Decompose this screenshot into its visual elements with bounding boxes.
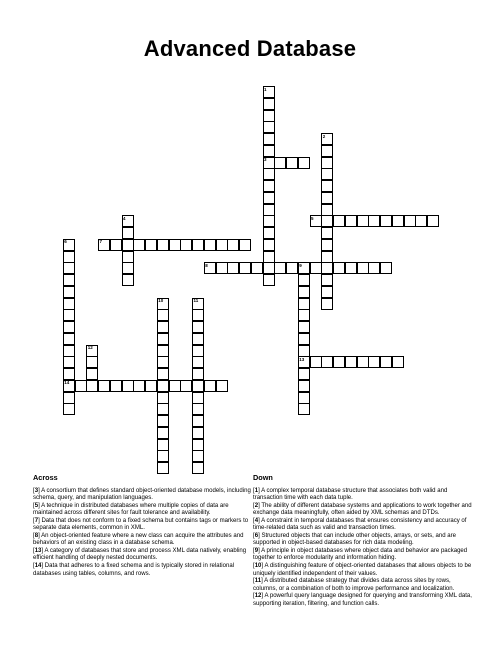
grid-cell[interactable] (63, 380, 75, 392)
grid-cell[interactable] (263, 192, 275, 204)
grid-cell[interactable] (122, 227, 134, 239)
clue-number: 7 (99, 239, 103, 245)
grid-cell[interactable] (122, 215, 134, 227)
grid-cell[interactable] (345, 356, 357, 368)
grid-cell[interactable] (192, 427, 204, 439)
grid-cell[interactable] (263, 98, 275, 110)
grid-cell[interactable] (380, 356, 392, 368)
across-clue: [3] A consortium that defines standard object-oriented database models, including schema, query, and manipulation languages. (33, 487, 251, 502)
grid-cell[interactable] (75, 380, 87, 392)
grid-cell[interactable] (380, 262, 392, 274)
grid-cell[interactable] (263, 274, 275, 286)
grid-cell[interactable] (157, 450, 169, 462)
across-clue: [13] A category of databases that store and process XML data natively, enabling efficient handling of deeply nested documents. (33, 547, 247, 562)
grid-cell[interactable] (63, 321, 75, 333)
grid-cell[interactable] (63, 333, 75, 345)
grid-cell[interactable] (86, 356, 98, 368)
grid-cell[interactable] (263, 239, 275, 251)
down-clue: [1] A complex temporal database structure that associates both valid and transaction time with each data tuple. (253, 487, 448, 502)
grid-cell[interactable] (239, 262, 251, 274)
grid-cell[interactable] (122, 380, 134, 392)
grid-cell[interactable] (357, 215, 369, 227)
grid-cell[interactable] (298, 309, 310, 321)
grid-cell[interactable] (122, 251, 134, 263)
grid-cell[interactable] (345, 215, 357, 227)
grid-cell[interactable] (122, 239, 134, 251)
grid-cell[interactable] (380, 215, 392, 227)
grid-cell[interactable] (86, 345, 98, 357)
grid-cell[interactable] (204, 380, 216, 392)
grid-cell[interactable] (298, 392, 310, 404)
down-clue: [9] A principle in object databases where object data and behavior are packaged together to enforce modularity and information hiding. (253, 547, 468, 562)
grid-cell[interactable] (368, 356, 380, 368)
clue-number: 5 (311, 215, 314, 221)
grid-cell[interactable] (415, 215, 427, 227)
grid-cell[interactable] (192, 309, 204, 321)
grid-cell[interactable] (192, 356, 204, 368)
grid-cell[interactable] (216, 380, 228, 392)
grid-cell[interactable] (133, 380, 145, 392)
across-clue: [5] A technique in distributed databases where multiple copies of data are maintained across different sites for fault tolerance and availability. (33, 502, 229, 517)
grid-cell[interactable] (63, 356, 75, 368)
grid-cell[interactable] (157, 392, 169, 404)
grid-cell[interactable] (321, 215, 333, 227)
grid-cell[interactable] (321, 227, 333, 239)
grid-cell[interactable] (368, 262, 380, 274)
grid-cell[interactable] (110, 380, 122, 392)
grid-cell[interactable] (216, 262, 228, 274)
down-clue: [12] A powerful query language designed for querying and transforming XML data, supporting iteration, filtering, and function calls. (253, 593, 472, 607)
grid-cell[interactable] (63, 309, 75, 321)
grid-cell[interactable] (63, 403, 75, 415)
grid-cell[interactable] (321, 133, 333, 145)
grid-cell[interactable] (157, 321, 169, 333)
grid-cell[interactable] (321, 262, 333, 274)
grid-cell[interactable] (216, 239, 228, 251)
grid-cell[interactable] (274, 157, 286, 169)
grid-cell[interactable] (63, 286, 75, 298)
grid-cell[interactable] (192, 333, 204, 345)
grid-cell[interactable] (263, 262, 275, 274)
clue-number: 12 (87, 345, 93, 350)
grid-cell[interactable] (263, 180, 275, 192)
grid-cell[interactable] (157, 309, 169, 321)
down-clue: [2] The ability of different database systems and applications to work together and exchange data meaningfully, often aided by XML schemas and DTDs. (253, 502, 472, 517)
grid-cell[interactable] (63, 262, 75, 274)
grid-cell[interactable] (192, 321, 204, 333)
grid-cell[interactable] (145, 380, 157, 392)
grid-cell[interactable] (263, 121, 275, 133)
grid-cell[interactable] (157, 368, 169, 380)
grid-cell[interactable] (321, 157, 333, 169)
grid-cell[interactable] (180, 380, 192, 392)
grid-cell[interactable] (263, 251, 275, 263)
grid-cell[interactable] (321, 204, 333, 216)
grid-cell[interactable] (86, 368, 98, 380)
grid-cell[interactable] (63, 239, 75, 251)
grid-cell[interactable] (321, 356, 333, 368)
grid-cell[interactable] (157, 298, 169, 310)
grid-cell[interactable] (157, 239, 169, 251)
clue-number: 3 (264, 157, 267, 162)
grid-cell[interactable] (321, 180, 333, 192)
grid-cell[interactable] (321, 298, 333, 310)
grid-cell[interactable] (263, 204, 275, 216)
grid-cell[interactable] (298, 157, 310, 169)
grid-cell[interactable] (251, 262, 263, 274)
grid-cell[interactable] (321, 274, 333, 286)
grid-cell[interactable] (298, 368, 310, 380)
clue-number: 14 (64, 380, 70, 386)
grid-cell[interactable] (392, 356, 404, 368)
grid-cell[interactable] (157, 345, 169, 357)
grid-cell[interactable] (321, 192, 333, 204)
grid-cell[interactable] (157, 380, 169, 392)
grid-cell[interactable] (286, 157, 298, 169)
grid-cell[interactable] (192, 439, 204, 451)
grid-cell[interactable] (298, 274, 310, 286)
across-heading: Across (33, 473, 58, 482)
grid-cell[interactable] (321, 168, 333, 180)
grid-cell[interactable] (321, 145, 333, 157)
grid-cell[interactable] (63, 368, 75, 380)
grid-cell[interactable] (63, 274, 75, 286)
grid-cell[interactable] (122, 262, 134, 274)
grid-cell[interactable] (298, 286, 310, 298)
grid-cell[interactable] (263, 86, 275, 98)
across-clue: [14] Data that adheres to a fixed schema and is typically stored in relational databases using tables, columns, and rows. (33, 563, 235, 577)
clue-number: 4 (123, 215, 126, 221)
grid-cell[interactable] (157, 427, 169, 439)
grid-cell[interactable] (286, 262, 298, 274)
grid-cell[interactable] (263, 168, 275, 180)
grid-cell[interactable] (169, 239, 181, 251)
grid-cell[interactable] (357, 356, 369, 368)
grid-cell[interactable] (98, 239, 110, 251)
grid-cell[interactable] (357, 262, 369, 274)
clue-number: 13 (299, 356, 305, 362)
grid-cell[interactable] (63, 345, 75, 357)
grid-cell[interactable] (192, 345, 204, 357)
grid-cell[interactable] (274, 262, 286, 274)
grid-cell[interactable] (157, 333, 169, 345)
grid-cell[interactable] (145, 239, 157, 251)
grid-cell[interactable] (404, 215, 416, 227)
grid-cell[interactable] (63, 251, 75, 263)
grid-cell[interactable] (310, 356, 322, 368)
down-clue: [4] A constraint in temporal databases that ensures consistency and accuracy of time-related data such as valid and transaction times. (253, 517, 467, 532)
grid-cell[interactable] (133, 239, 145, 251)
grid-cell[interactable] (298, 262, 310, 274)
grid-cell[interactable] (298, 403, 310, 415)
grid-cell[interactable] (192, 239, 204, 251)
grid-cell[interactable] (310, 262, 322, 274)
grid-cell[interactable] (263, 110, 275, 122)
grid-cell[interactable] (157, 462, 169, 474)
grid-cell[interactable] (368, 215, 380, 227)
grid-cell[interactable] (192, 368, 204, 380)
grid-cell[interactable] (427, 215, 439, 227)
down-clues (253, 474, 475, 608)
grid-cell[interactable] (180, 239, 192, 251)
grid-cell[interactable] (192, 415, 204, 427)
grid-cell[interactable] (263, 215, 275, 227)
grid-cell[interactable] (298, 298, 310, 310)
page-title: Advanced Database (143, 36, 357, 61)
clue-number: 2 (322, 133, 326, 139)
down-heading: Down (253, 473, 273, 482)
grid-cell[interactable] (333, 356, 345, 368)
grid-cell[interactable] (392, 215, 404, 227)
clue-number: 10 (158, 298, 164, 303)
down-clue: [10] A distinguishing feature of object-oriented databases that allows objects to be uniquely identified independent of their values. (253, 563, 472, 577)
clue-number: 9 (299, 262, 302, 268)
grid-cell[interactable] (192, 298, 204, 310)
grid-cell[interactable] (239, 239, 251, 251)
grid-cell[interactable] (86, 380, 98, 392)
grid-cell[interactable] (110, 239, 122, 251)
grid-cell[interactable] (321, 286, 333, 298)
clue-number: 1 (264, 86, 267, 92)
grid-cell[interactable] (204, 262, 216, 274)
grid-cell[interactable] (263, 133, 275, 145)
down-clue: [11] A distributed database strategy that divides data across sites by rows, columns, or a combination of both to improve performance and localization. (253, 578, 455, 592)
grid-cell[interactable] (310, 215, 322, 227)
grid-cell[interactable] (169, 380, 181, 392)
grid-cell[interactable] (192, 380, 204, 392)
grid-cell[interactable] (98, 380, 110, 392)
grid-cell[interactable] (345, 262, 357, 274)
grid-cell[interactable] (298, 321, 310, 333)
grid-cell[interactable] (192, 450, 204, 462)
down-clue: [6] Structured objects that can include other objects, arrays, or sets, and are supported in object-based databases for rich data modeling. (253, 532, 457, 547)
grid-cell[interactable] (321, 251, 333, 263)
grid-cell[interactable] (298, 356, 310, 368)
grid-cell[interactable] (157, 439, 169, 451)
grid-cell[interactable] (298, 333, 310, 345)
grid-cell[interactable] (157, 415, 169, 427)
grid-cell[interactable] (333, 262, 345, 274)
grid-cell[interactable] (192, 403, 204, 415)
clue-number: 6 (64, 239, 67, 245)
grid-cell[interactable] (227, 239, 239, 251)
grid-cell[interactable] (204, 239, 216, 251)
grid-cell[interactable] (263, 145, 275, 157)
across-clues (33, 474, 255, 578)
grid-cell[interactable] (63, 298, 75, 310)
across-clue: [8] An object-oriented feature where a new class can acquire the attributes and behaviors of an existing class in a database schema. (33, 532, 244, 547)
grid-cell[interactable] (321, 239, 333, 251)
grid-cell[interactable] (298, 345, 310, 357)
clue-number: 8 (205, 262, 208, 268)
grid-cell[interactable] (122, 274, 134, 286)
grid-cell[interactable] (298, 380, 310, 392)
grid-cell[interactable] (263, 227, 275, 239)
grid-cell[interactable] (263, 157, 275, 169)
grid-cell[interactable] (63, 392, 75, 404)
grid-cell[interactable] (192, 462, 204, 474)
grid-cell[interactable] (157, 356, 169, 368)
across-clue: [7] Data that does not conform to a fixed schema but contains tags or markers to separate data elements, common in XML. (33, 517, 249, 532)
clue-number: 11 (193, 298, 199, 303)
grid-cell[interactable] (192, 392, 204, 404)
grid-cell[interactable] (157, 403, 169, 415)
grid-cell[interactable] (333, 215, 345, 227)
grid-cell[interactable] (227, 262, 239, 274)
